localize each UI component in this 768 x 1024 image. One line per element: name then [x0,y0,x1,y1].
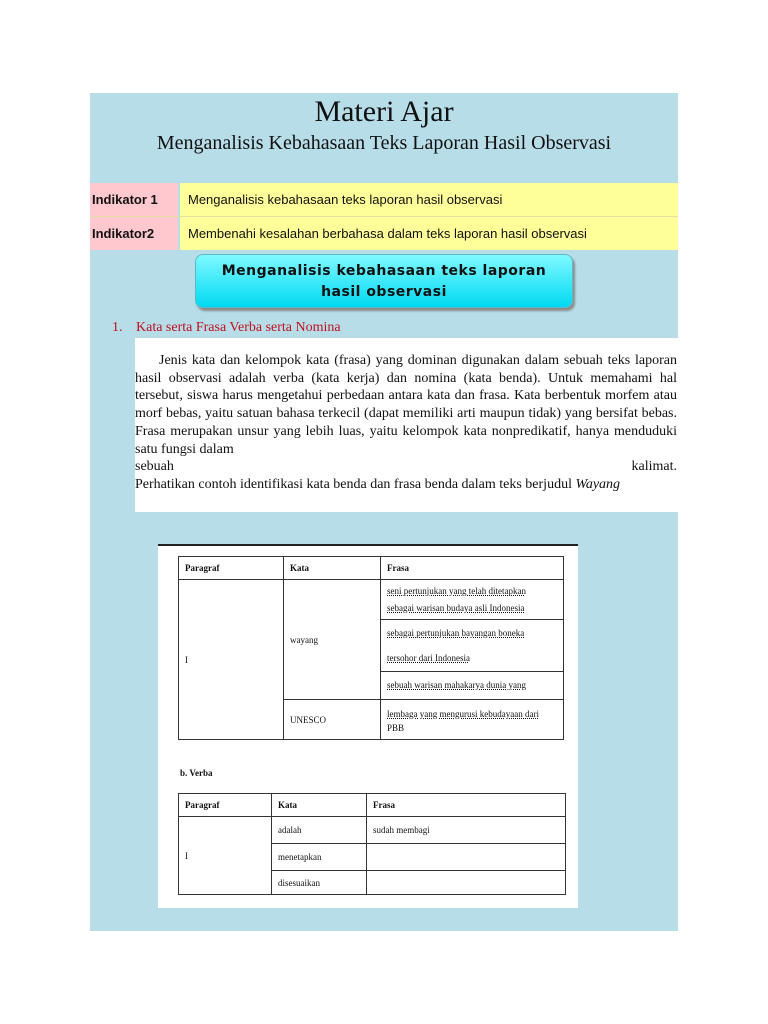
frasa-line: tersohor dari Indonesia [387,652,470,663]
paragraph-body: Jenis kata dan kelompok kata (frasa) yang dominan digunakan dalam sebuah teks laporan hasil observasi adalah verba (kata kerja) dan nomina (kata benda). Untuk memahami hal tersebut, siswa harus mengetahui perbedaan antara kata dan frasa. Kata berbentuk morfem atau morf bebas, yaitu satuan bahasa terkecil (dapat memiliki arti maupun tidak) yang bersifat bebas. Frasa merupakan unsur yang lebih luas, yaitu kelompok kata nonpredikatif, hanya menduduki satu fungsi dalam [135,353,677,457]
frasa-cell: sudah membagi [367,817,566,844]
table-header-row [179,557,564,580]
page-title: Materi Ajar [314,95,454,128]
kata-cell: menetapkan [272,844,367,871]
table-header-row [179,794,566,817]
kata-cell-unesco: UNESCO [284,700,381,740]
example-intro-line [135,476,677,494]
paragraph-last-line [135,458,677,476]
paragraf-cell: I [179,580,284,740]
header-paragraf: Paragraf [179,794,272,817]
paragraf-cell: I [179,817,272,895]
frasa-cell [381,620,564,672]
indicator-label: Indikator2 [90,217,178,250]
page-subtitle: Menganalisis Kebahasaan Teks Laporan Hasil Observasi [156,132,612,154]
banner-line-2: hasil observasi [321,284,447,300]
frasa-cell [381,580,564,620]
frasa-line: sebagai warisan budaya asli Indonesia [387,602,525,613]
frasa-cell [367,844,566,871]
kata-cell: adalah [272,817,367,844]
banner-line-1: Menganalisis kebahasaan teks laporan [221,263,547,279]
indicator-label: Indikator 1 [90,183,178,216]
section-banner [195,254,573,308]
frasa-line: PBB [387,723,405,733]
table-row [179,580,564,620]
body-paragraph [135,352,677,494]
example-title: Wayang [575,476,621,492]
frasa-cell [381,672,564,700]
frasa-line: sebagai pertunjukan bayangan boneka [387,627,525,638]
header-paragraf: Paragraf [179,557,284,580]
kata-cell: disesuaikan [272,871,367,895]
kata-cell-wayang: wayang [284,580,381,700]
verba-label: b. Verba [180,768,213,778]
section-number: 1. [112,320,123,335]
header-kata: Kata [284,557,381,580]
indicator-text: Menganalisis kebahasaan teks laporan hasil observasi [180,183,678,216]
header-frasa: Frasa [367,794,566,817]
paragraph-last-left: sebuah [135,459,174,475]
section-title: Kata serta Frasa Verba serta Nomina [136,320,341,335]
frasa-cell [381,700,564,740]
section-heading [112,320,341,336]
frasa-cell [367,871,566,895]
frasa-line: seni pertunjukan yang telah ditetapkan [387,585,526,596]
frasa-line: sebuah warisan mahakarya dunia yang [387,680,526,690]
header-kata: Kata [272,794,367,817]
example-table-image [158,544,578,908]
example-intro: Perhatikan contoh identifikasi kata benda dan frasa benda dalam teks berjudul [135,476,572,492]
nomina-table [178,556,564,740]
header-frasa: Frasa [381,557,564,580]
indicator-row-2 [90,216,678,250]
table-row [179,817,566,844]
indicator-row-1 [90,183,678,216]
paragraph-last-right: kalimat. [631,459,677,475]
frasa-line: lembaga yang mengurusi kebudayaan dari [387,709,539,719]
indicator-text: Membenahi kesalahan berbahasa dalam teks laporan hasil observasi [180,217,678,250]
verba-table [178,793,566,895]
title-block [90,93,678,157]
